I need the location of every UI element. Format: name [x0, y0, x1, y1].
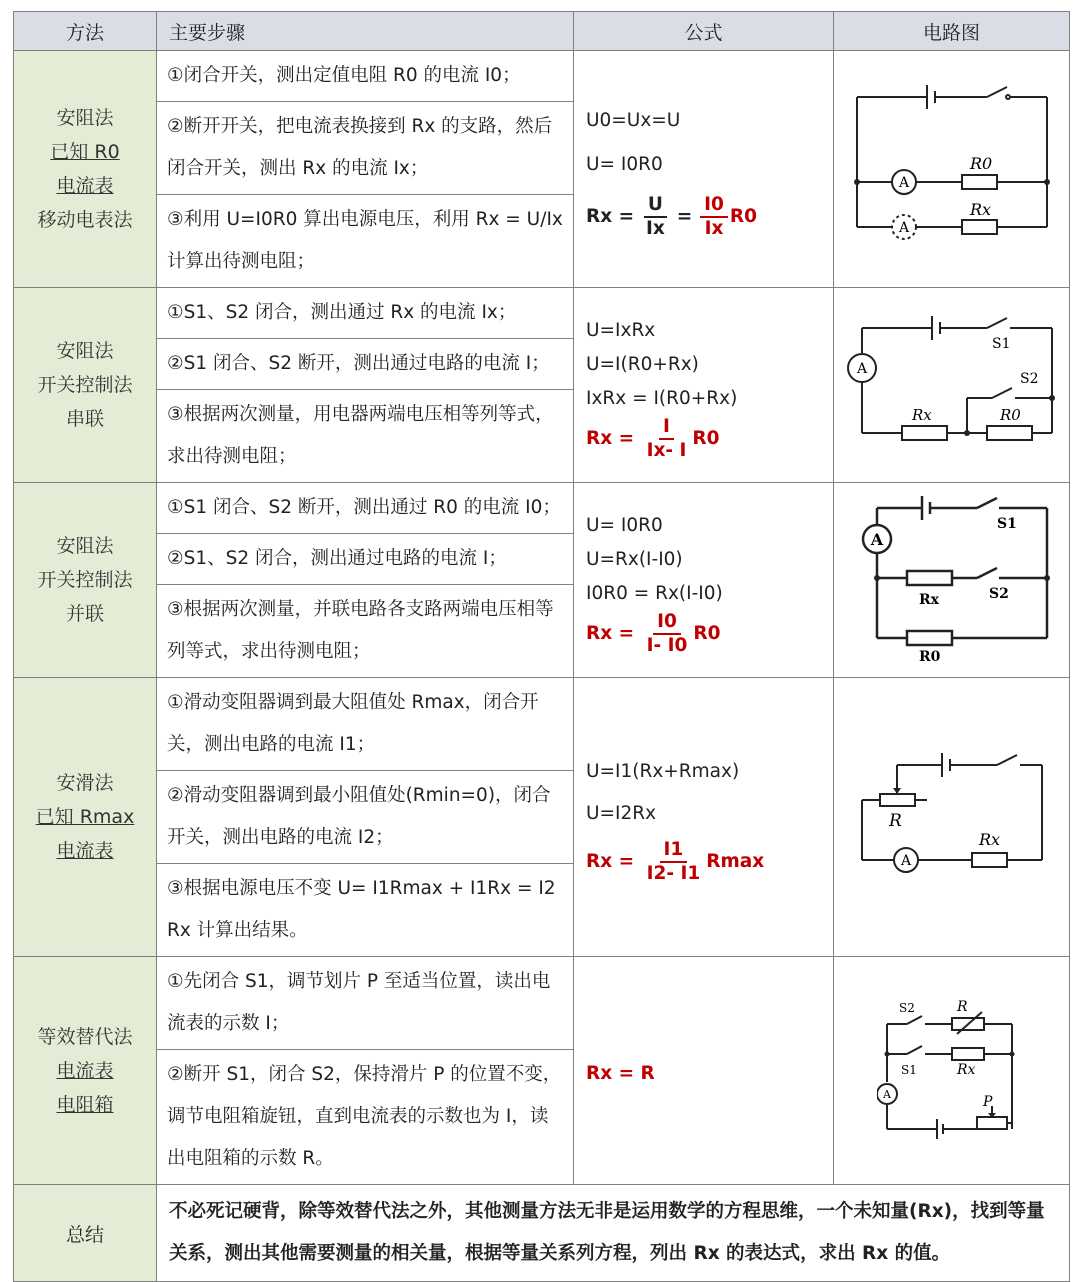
formula-cell [574, 288, 834, 483]
step-item: ①闭合开关，测出定值电阻 R0 的电流 I0； [157, 51, 573, 102]
method-cell [14, 288, 157, 483]
table-row [14, 678, 1070, 957]
fraction-numerator: I0 [653, 611, 681, 635]
result-formula [586, 839, 823, 885]
method-line: 移动电表法 [37, 209, 133, 231]
circuit-cell [834, 51, 1070, 288]
method-cell [14, 483, 157, 678]
steps-cell [157, 678, 574, 957]
s2-label: S2 [898, 1000, 915, 1015]
ammeter-label: A [882, 1087, 891, 1101]
r-label: R [956, 998, 968, 1015]
result-formula: Rx = R [586, 1062, 655, 1084]
fraction-numerator: I [659, 416, 674, 440]
fraction-numerator: I0 [700, 194, 728, 218]
method-line: 安阻法 [56, 535, 114, 557]
table-row [14, 51, 1070, 288]
s1-label: S1 [900, 1062, 917, 1077]
steps-cell [157, 957, 574, 1185]
step-item: ①S1、S2 闭合，测出通过 Rx 的电流 Ix； [157, 288, 573, 339]
fraction-denominator: I- I0 [646, 635, 688, 656]
summary-text: 不必死记硬背，除等效替代法之外，其他测量方法无非是运用数学的方程思维，一个未知量(Rx)，找到等量关系，测出其他需要测量的相关量，根据等量关系列方程，列出 Rx 的表达式，求出 Rx 的值。 [157, 1185, 1070, 1282]
circuit-diagram-4 [852, 750, 1052, 880]
method-line: 串联 [65, 408, 104, 430]
formula-line: U=I2Rx [586, 803, 657, 824]
method-table [13, 11, 1070, 1282]
result-formula [586, 611, 823, 657]
step-item: ①先闭合 S1，调节划片 P 至适当位置，读出电流表的示数 I； [157, 957, 573, 1050]
formula-line: U= I0R0 [586, 515, 663, 536]
summary-row [14, 1185, 1070, 1282]
step-item: ③根据两次测量，并联电路各支路两端电压相等列等式，求出待测电阻； [167, 599, 554, 662]
circuit-cell [834, 288, 1070, 483]
formula-cell [574, 51, 834, 288]
circuit-cell [834, 678, 1070, 957]
equals-sign: = [676, 206, 693, 227]
header-method: 方法 [14, 12, 157, 51]
formula-line: U=I1(Rx+Rmax) [586, 761, 740, 782]
result-lhs: Rx = [586, 206, 635, 227]
result-lhs: Rx = [586, 623, 635, 644]
r0-label: R0 [969, 154, 992, 173]
formula-line: IxRx = I(R0+Rx) [586, 388, 738, 409]
formula-line: I0R0 = Rx(I-I0) [586, 583, 723, 604]
header-circuit: 电路图 [834, 12, 1070, 51]
r0-label: R0 [918, 649, 940, 663]
circuit-cell [834, 957, 1070, 1185]
table-row [14, 288, 1070, 483]
result-tail: Rmax [706, 851, 765, 872]
formula-cell [574, 678, 834, 957]
method-line: 安阻法 [56, 340, 114, 362]
fraction-numerator: U [644, 194, 667, 218]
step-item: ①S1 闭合、S2 断开，测出通过 R0 的电流 I0； [157, 483, 573, 534]
formula-cell [574, 957, 834, 1185]
step-item: ②S1 闭合、S2 断开，测出通过电路的电流 I； [157, 339, 573, 390]
method-line: 开关控制法 [37, 569, 133, 591]
rx-label: Rx [969, 200, 991, 219]
method-line: 等效替代法 [37, 1025, 133, 1048]
circuit-cell [834, 483, 1070, 678]
method-line: 已知 Rmax [35, 806, 135, 828]
result-lhs: Rx = [586, 428, 635, 449]
formula-line: U=IxRx [586, 320, 656, 341]
method-table-sheet [13, 11, 1069, 1264]
result-tail: R0 [729, 206, 758, 227]
method-line: 并联 [65, 603, 104, 625]
step-item: ①滑动变阻器调到最大阻值处 Rmax，闭合开关，测出电路的电流 I1； [157, 678, 573, 771]
fraction-denominator: I2- I1 [646, 863, 701, 884]
ammeter-label: A [900, 853, 911, 869]
method-cell [14, 51, 157, 288]
rx-label: Rx [911, 406, 932, 424]
ammeter-label: A [870, 530, 883, 549]
p-label: P [982, 1093, 992, 1110]
r-label: R [888, 811, 902, 831]
step-item: ③根据电源电压不变 U= I1Rmax + I1Rx = I2 Rx 计算出结果。 [167, 878, 556, 941]
s1-label: S1 [991, 336, 1010, 352]
circuit-diagram-5 [877, 994, 1027, 1144]
method-line: 安阻法 [56, 107, 114, 129]
result-formula [586, 194, 823, 240]
method-line: 电流表 [56, 1059, 114, 1082]
step-item: ②断开 S1，闭合 S2，保持滑片 P 的位置不变，调节电阻箱旋钮，直到电流表的示数也为 I，读出电阻箱的示数 R。 [167, 1064, 562, 1169]
summary-label: 总结 [14, 1185, 157, 1282]
s2-label: S2 [988, 586, 1009, 602]
formula-line: U=I(R0+Rx) [586, 354, 699, 375]
step-item: ②断开开关，把电流表换接到 Rx 的支路，然后闭合开关，测出 Rx 的电流 Ix； [157, 102, 573, 195]
table-row [14, 483, 1070, 678]
s2-label: S2 [1019, 371, 1038, 387]
result-formula [586, 416, 823, 462]
rx-label: Rx [978, 830, 1000, 849]
circuit-diagram-3 [847, 493, 1057, 663]
method-line: 开关控制法 [37, 374, 133, 396]
method-line: 已知 R0 [50, 141, 120, 163]
ammeter-label: A [898, 175, 909, 191]
step-item: ②滑动变阻器调到最小阻值处(Rmin=0)，闭合开关，测出电路的电流 I2； [157, 771, 573, 864]
step-item: ②S1、S2 闭合，测出通过电路的电流 I； [157, 534, 573, 585]
steps-cell [157, 288, 574, 483]
formula-line: U0=Ux=U [586, 110, 681, 131]
table-row [14, 957, 1070, 1185]
result-tail: R0 [693, 623, 721, 644]
header-formula: 公式 [574, 12, 834, 51]
fraction-numerator: I1 [660, 839, 688, 863]
method-line: 电阻箱 [56, 1093, 114, 1116]
fraction-denominator: Ix- I [646, 440, 687, 461]
method-line: 电流表 [56, 175, 114, 197]
ammeter-label: A [898, 220, 909, 236]
step-item: ③利用 U=I0R0 算出电源电压，利用 Rx = U/Ix 计算出待测电阻； [167, 209, 563, 272]
steps-cell [157, 51, 574, 288]
rx-label: Rx [956, 1061, 975, 1078]
s1-label: S1 [996, 516, 1017, 532]
fraction-denominator: Ix [646, 218, 665, 239]
circuit-diagram-1 [852, 77, 1052, 257]
rx-label: Rx [918, 592, 939, 608]
r0-label: R0 [999, 406, 1021, 424]
result-tail: R0 [692, 428, 720, 449]
method-line: 电流表 [56, 840, 114, 862]
header-row [14, 12, 1070, 51]
formula-line: U=Rx(I-I0) [586, 549, 683, 570]
method-line: 安滑法 [56, 772, 114, 794]
steps-cell [157, 483, 574, 678]
formula-cell [574, 483, 834, 678]
method-cell [14, 957, 157, 1185]
formula-line: U= I0R0 [586, 154, 663, 175]
step-item: ③根据两次测量，用电器两端电压相等列等式，求出待测电阻； [167, 404, 554, 467]
result-lhs: Rx = [586, 851, 635, 872]
circuit-diagram-2 [842, 308, 1062, 458]
header-steps: 主要步骤 [157, 12, 574, 51]
method-cell [14, 678, 157, 957]
fraction-denominator: Ix [704, 218, 724, 239]
ammeter-label: A [856, 361, 867, 377]
